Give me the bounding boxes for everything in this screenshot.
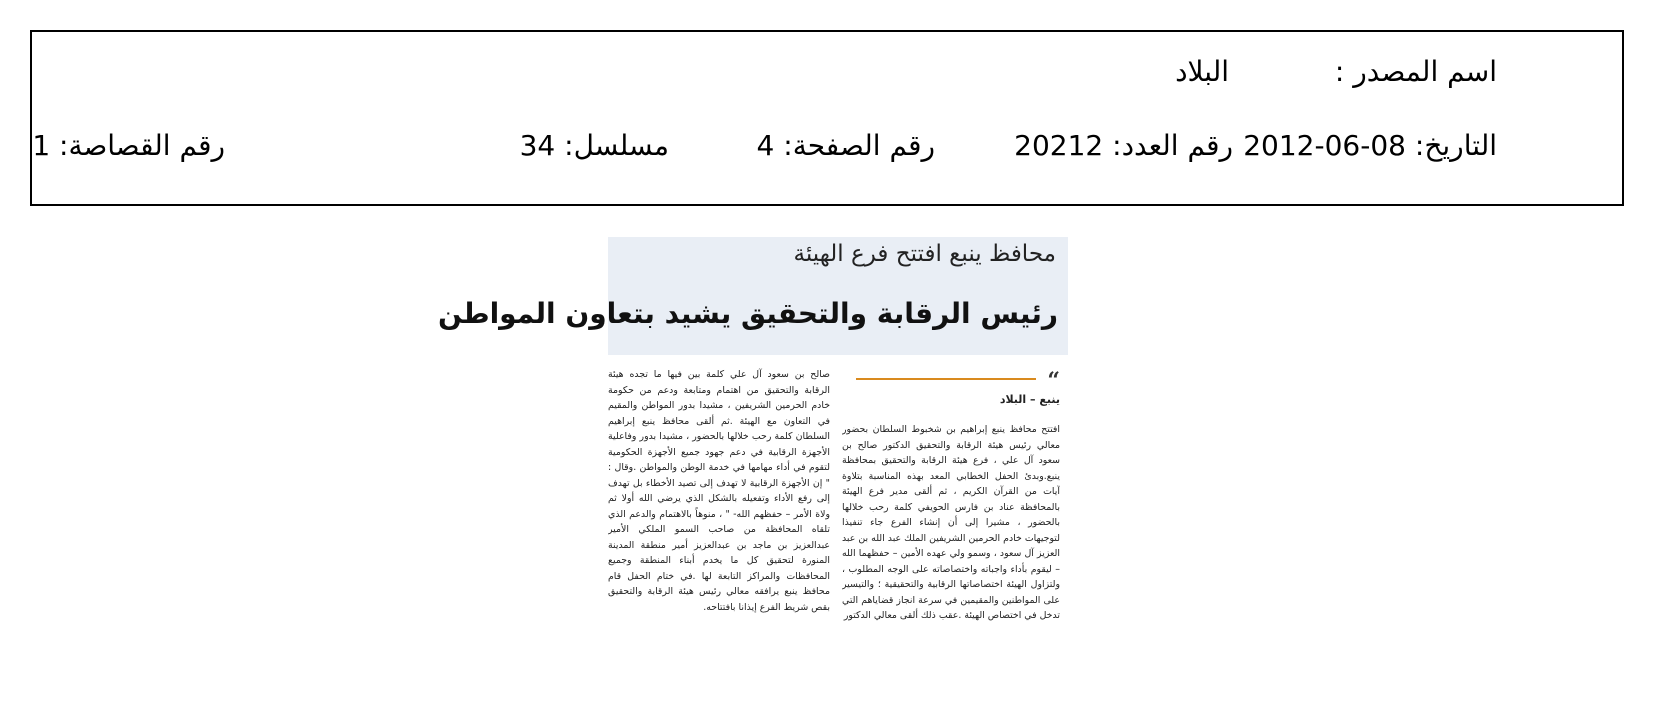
article-kicker: محافظ ينبع افتتح فرع الهيئة — [793, 241, 1056, 267]
headline-panel — [438, 237, 1068, 355]
serial-field: مسلسل: 34 — [519, 129, 669, 162]
article-column-left: صالح بن سعود آل علي كلمة بين فيها ما تجده هيئة الرقابة والتحقيق من اهتمام ومتابعة ودعم من حكومة خادم الحرمين الشريفين ، مشيدا بدور المواطن والمقيم في التعاون مع الهيئة .ثم ألقى محافظ ينبع إبراهيم السلطان كلمة رحب خلالها بالحضور ، مشيدا بدور وفاعلية الأجهزة الرقابية في دعم جهود جميع الأجهزة الحكومية لتقوم في أداء مهامها في خدمة الوطن والمواطن .وقال : " إن الأجهزة الرقابية لا تهدف إلى تصيد الأخطاء بل تهدف إلى رفع الأداء وتفعيله بالشكل الذي يرضي الله أولا ثم ولاة الأمر – حفظهم الله- " ، منوهاً بالاهتمام والدعم الذي تلقاه المحافظة من صاحب السمو الملكي الأمير عبدالعزيز بن ماجد بن عبدالعزيز أمير منطقة المدينة المنورة لتحقيق كل ما يخدم أبناء المنطقة وجميع المحافظات والمراكز التابعة لها .في ختام الحفل قام محافظ ينبع يرافقه معالي رئيس هيئة الرقابة والتحقيق بقص شريط الفرع إيذانا بافتتاحه. — [608, 369, 830, 613]
clip-number-field: رقم القصاصة: 1 — [32, 129, 225, 162]
page-number-field: رقم الصفحة: 4 — [756, 129, 935, 162]
article-column-right: افتتح محافظ ينبع إبراهيم بن شخبوط السلطان بحضور معالي رئيس هيئة الرقابة والتحقيق الدكتور صالح بن سعود آل علي ، فرع هيئة الرقابة والتحقيق بمحافظة ينبع.وبدئ الحفل الخطابي المعد بهذه المناسبة بتلاوة آيات من القرآن الكريم ، ثم ألقى مدير فرع الهيئة بالمحافظة عناد بن فارس الحويفي كلمة رحب خلالها بالحضور ، مشيرا إلى أن إنشاء الفرع جاء تنفيذا لتوجيهات خادم الحرمين الشريفين الملك عبد الله بن عبد العزيز آل سعود ، وسمو ولي عهده الأمين – حفظهما الله – ليقوم بأداء واجباته واختصاصاته على الوجه المطلوب ، ولتزاول الهيئة اختصاصاتها الرقابية والتحقيقية ؛ والتيسير على المواطنين والمقيمين في سرعة انجاز قضاياهم التي تدخل في اختصاص الهيئة .عقب ذلك ألقى معالي الدكتور — [842, 424, 1060, 621]
quote-mark-icon: “ — [1047, 368, 1060, 394]
article-headline: رئيس الرقابة والتحقيق يشيد بتعاون المواطن — [438, 297, 1058, 330]
source-label: اسم المصدر : — [1334, 55, 1497, 88]
source-value: البلاد — [1175, 55, 1229, 88]
divider — [856, 378, 1036, 380]
article-dateline: ينبع – البلاد — [999, 393, 1060, 406]
issue-number-field: رقم العدد: 20212 — [1014, 129, 1233, 162]
newspaper-clipping — [438, 237, 1068, 697]
date-field: التاريخ: 08-06-2012 — [1243, 129, 1497, 162]
